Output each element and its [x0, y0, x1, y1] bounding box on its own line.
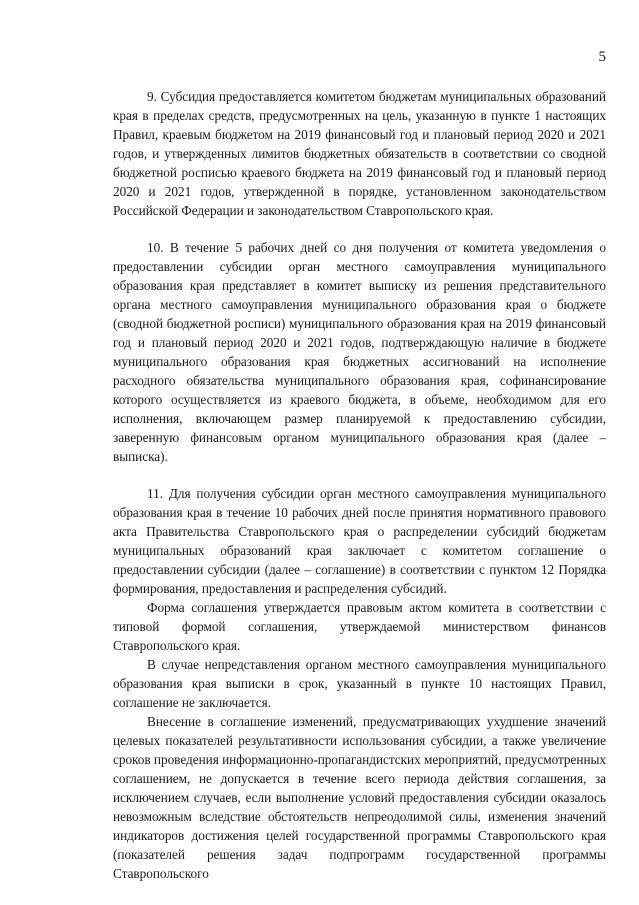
paragraph-agreement-form: Форма соглашения утверждается правовым актом комитета в соответствии с типовой формой соглашения, утверждаемой министерством финансов Ставропольского края. [113, 600, 606, 653]
paragraph-11: 11. Для получения субсидии орган местного самоуправления муниципального образования края в течение 10 рабочих дней после принятия нормативного правового акта Правительства Ставропольского края о распределении субсидий бюджетам муниципальных образований края заключает с комитетом соглашение о предоставлении субсидии (далее – соглашение) в соответствии с пунктом 12 Порядка формирования, предоставления и распределения субсидий. [113, 486, 606, 596]
paragraph-amendments: Внесение в соглашение изменений, предусматривающих ухудшение значений целевых показателей результативности использования субсидии, а также увеличение сроков проведения информационно-пропагандистских мероприятий, предусмотренных соглашением, не допускается в течение всего периода действия соглашения, за исключением случаев, если выполнение условий предоставления субсидии оказалось невозможным вследствие обстоятельств непреодолимой силы, изменения значений индикаторов достижения целей государственной программы Ставропольского края (показателей решения задач подпрограмм государственной программы Ставропольского [113, 714, 606, 881]
paragraph-9: 9. Субсидия предоставляется комитетом бюджетам муниципальных образований края в пределах средств, предусмотренных на цель, указанную в пункте 1 настоящих Правил, краевым бюджетом на 2019 финансовый год и плановый период 2020 и 2021 годов, и утвержденных лимитов бюджетных обязательств в соответствии со сводной бюджетной росписью краевого бюджета на 2019 финансовый год и плановый период 2020 и 2021 годов, утвержденной в порядке, установленном законодательством Российской Федерации и законодательством Ставропольского края. [113, 89, 606, 218]
document-body [113, 87, 606, 883]
paragraph-10: 10. В течение 5 рабочих дней со дня получения от комитета уведомления о предоставлении субсидии орган местного самоуправления муниципального образования края представляет в комитет выписку из решения представительного органа местного самоуправления муниципального образования края о бюджете (сводной бюджетной росписи) муниципального образования края на 2019 финансовый год и плановый период 2020 и 2021 годов, подтверждающую наличие в бюджете муниципального образования края бюджетных ассигнований на исполнение расходного обязательства муниципального образования края, софинансирование которого осуществляется из краевого бюджета, в объеме, необходимом для его исполнения, включающем размер планируемой к предоставлению субсидии, заверенную финансовым органом муниципального образования края (далее – выписка). [113, 240, 606, 464]
paragraph-no-extract: В случае непредставления органом местного самоуправления муниципального образования края выписки в срок, указанный в пункте 10 настоящих Правил, соглашение не заключается. [113, 657, 606, 710]
page-number: 5 [598, 49, 606, 65]
